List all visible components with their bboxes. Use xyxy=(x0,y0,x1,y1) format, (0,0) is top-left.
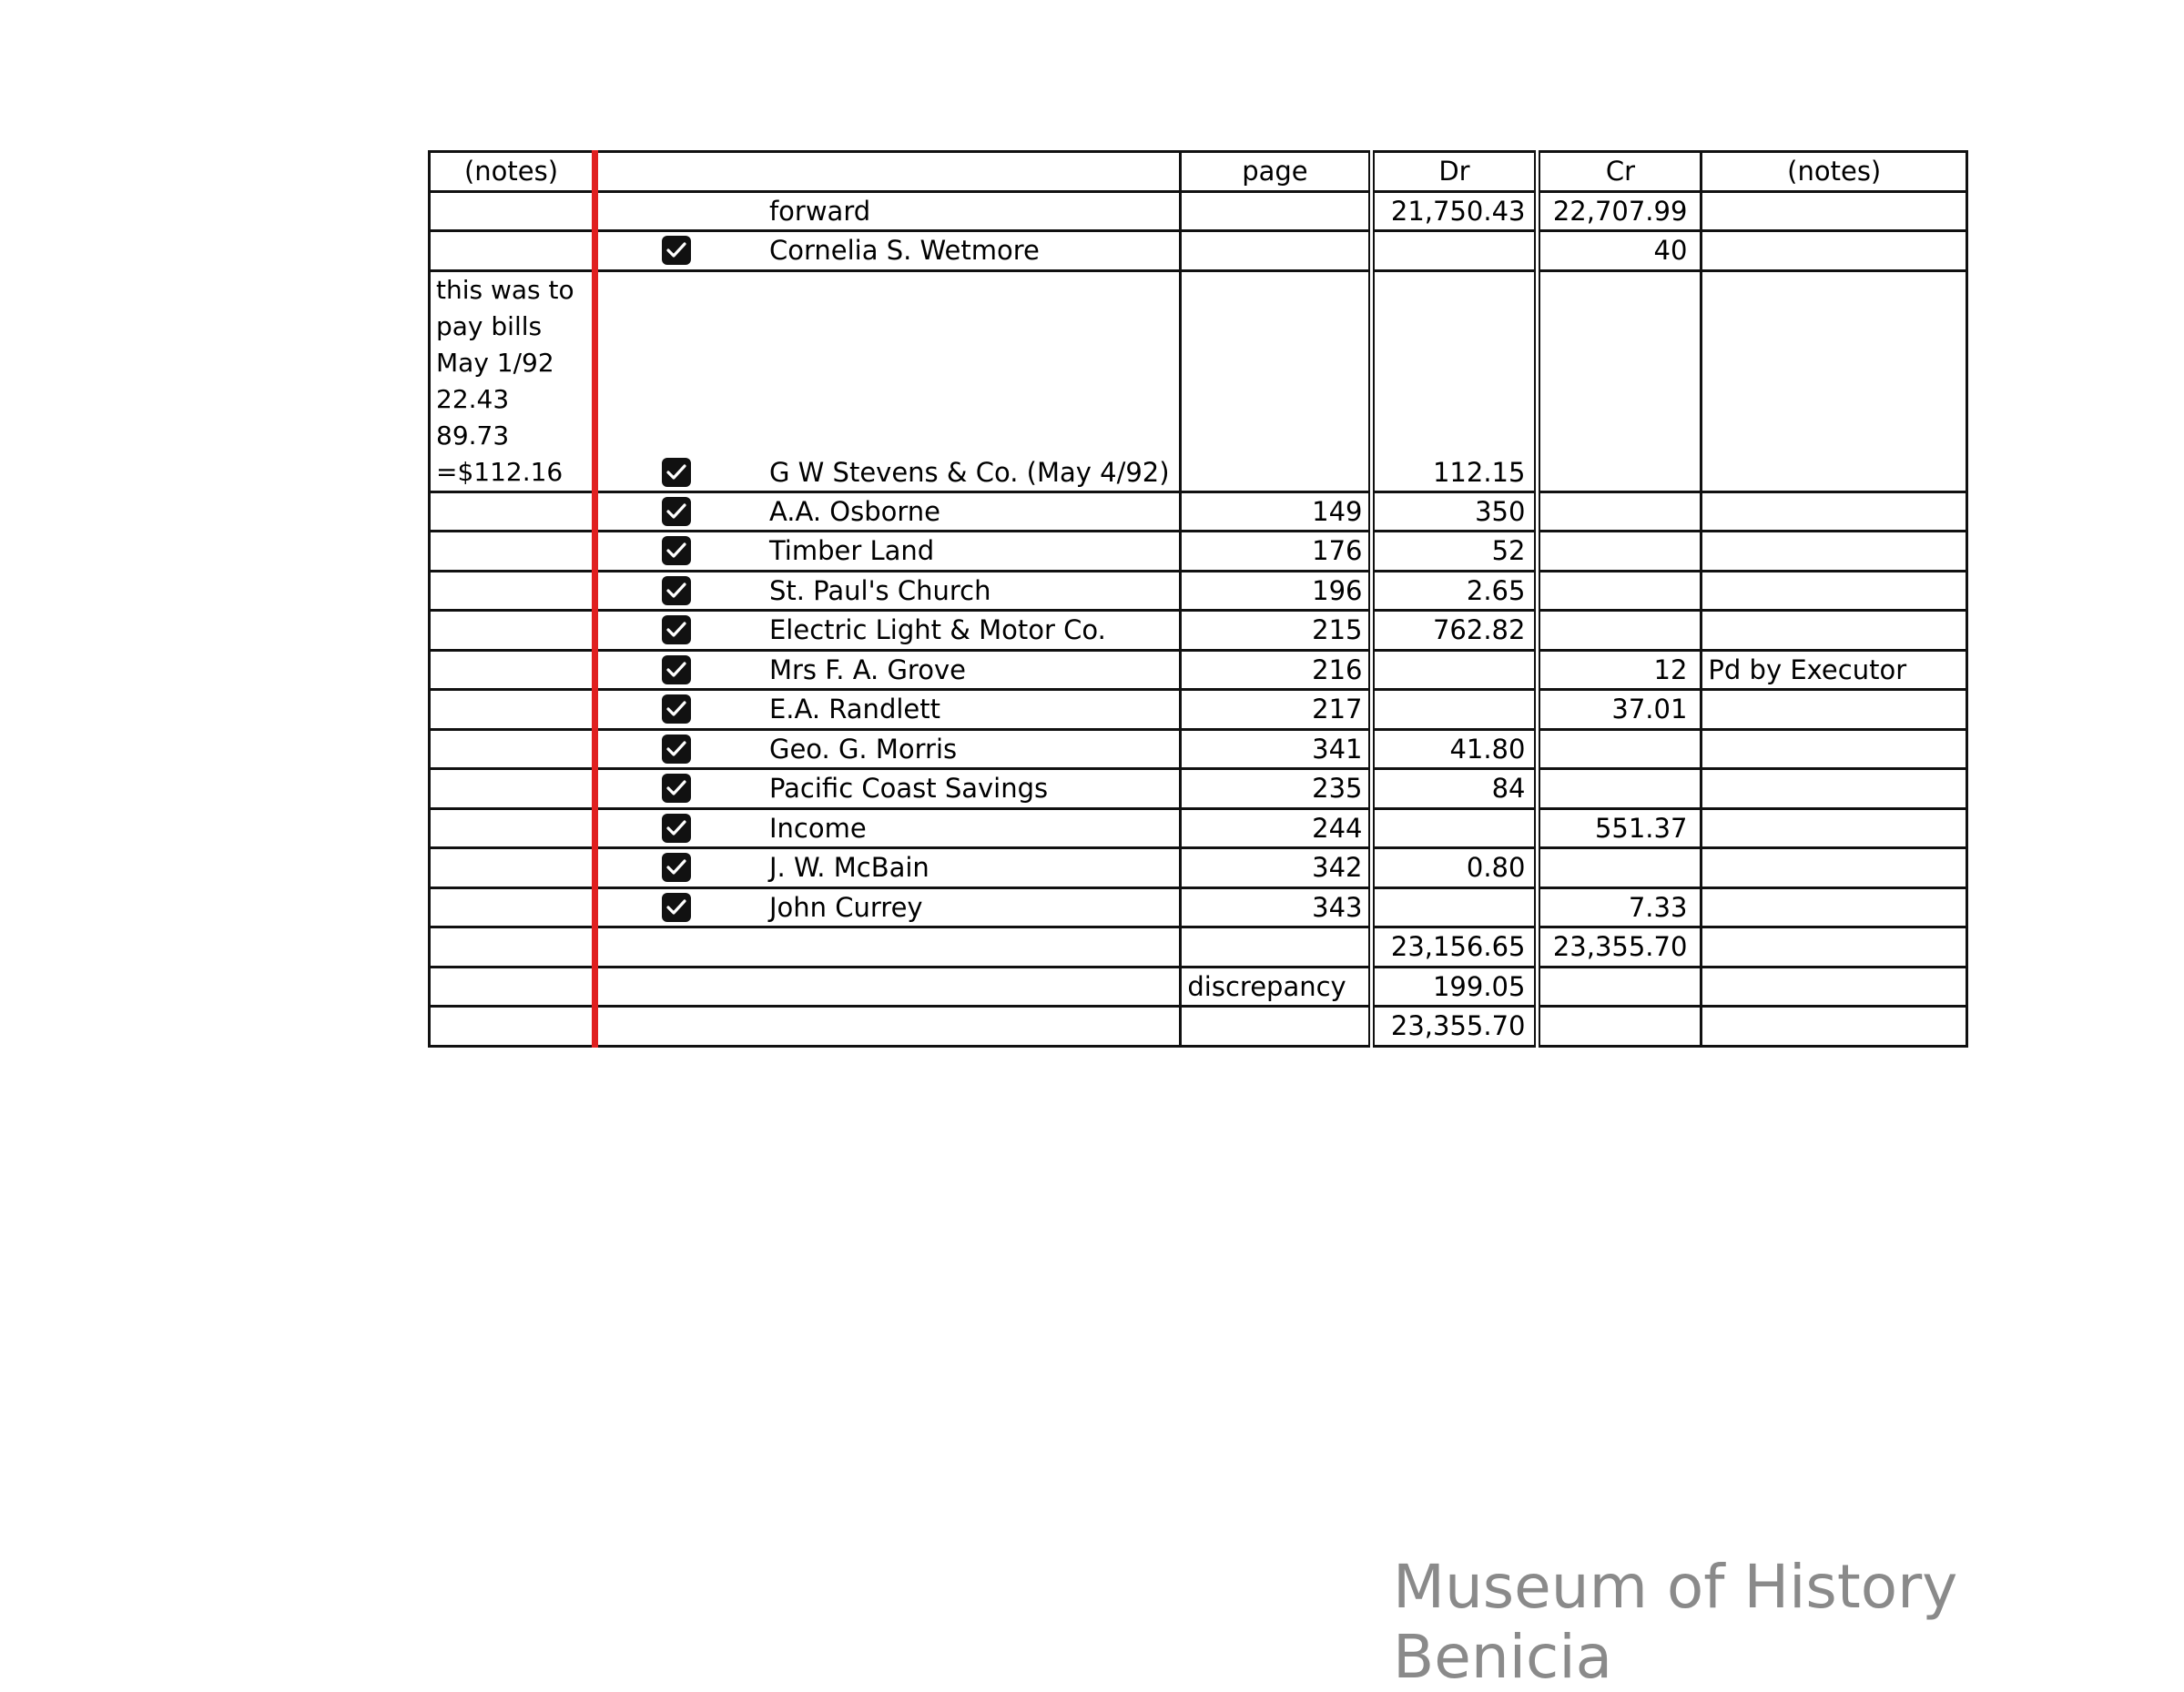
row-page: 196 xyxy=(1181,571,1371,611)
row-label: Cornelia S. Wetmore xyxy=(768,235,1040,267)
header-description xyxy=(594,152,1180,192)
row-note-right xyxy=(1701,808,1967,848)
checkbox-checked-icon[interactable] xyxy=(662,497,691,526)
row-page xyxy=(1181,1007,1371,1047)
row-label: Income xyxy=(768,812,867,844)
row-note-right xyxy=(1701,1007,1967,1047)
row-description xyxy=(594,690,1180,730)
checkbox-checked-icon[interactable] xyxy=(662,814,691,843)
ledger-row xyxy=(430,231,1967,271)
row-dr: 84 xyxy=(1371,769,1538,809)
row-dr: 199.05 xyxy=(1371,967,1538,1007)
row-note-left xyxy=(430,650,595,690)
row-page: 244 xyxy=(1181,808,1371,848)
row-note-left xyxy=(430,1007,595,1047)
row-note-right xyxy=(1701,887,1967,927)
row-note-right xyxy=(1701,927,1967,968)
row-description xyxy=(594,650,1180,690)
checkbox-checked-icon[interactable] xyxy=(662,236,691,265)
row-dr: 23,355.70 xyxy=(1371,1007,1538,1047)
checkbox-checked-icon[interactable] xyxy=(662,735,691,764)
row-note-left xyxy=(430,532,595,572)
row-dr: 350 xyxy=(1371,491,1538,532)
row-label: Mrs F. A. Grove xyxy=(768,653,966,685)
row-note-right xyxy=(1701,270,1967,491)
checkbox-checked-icon[interactable] xyxy=(662,576,691,605)
row-page: 217 xyxy=(1181,690,1371,730)
row-cr: 12 xyxy=(1538,650,1701,690)
row-cr xyxy=(1538,270,1701,491)
row-cr: 551.37 xyxy=(1538,808,1701,848)
header-page: page xyxy=(1181,152,1371,192)
row-cr xyxy=(1538,848,1701,888)
row-note-right xyxy=(1701,769,1967,809)
checkbox-checked-icon[interactable] xyxy=(662,615,691,644)
row-dr xyxy=(1371,808,1538,848)
row-label: Geo. G. Morris xyxy=(768,733,958,765)
ledger-row xyxy=(430,491,1967,532)
row-page: 176 xyxy=(1181,532,1371,572)
row-page xyxy=(1181,191,1371,231)
ledger-row xyxy=(430,532,1967,572)
row-note-right xyxy=(1701,491,1967,532)
header-dr: Dr xyxy=(1371,152,1538,192)
row-cr xyxy=(1538,532,1701,572)
row-note-left xyxy=(430,808,595,848)
row-page: 235 xyxy=(1181,769,1371,809)
row-cr xyxy=(1538,729,1701,769)
row-description xyxy=(594,270,1180,491)
row-label: Pacific Coast Savings xyxy=(768,773,1049,805)
row-description xyxy=(594,571,1180,611)
row-dr xyxy=(1371,690,1538,730)
header-cr: Cr xyxy=(1538,152,1701,192)
ledger-row xyxy=(430,848,1967,888)
row-note-left xyxy=(430,571,595,611)
row-description xyxy=(594,887,1180,927)
row-cr: 37.01 xyxy=(1538,690,1701,730)
row-label: Timber Land xyxy=(768,535,935,567)
header-row xyxy=(430,152,1967,192)
row-description xyxy=(594,491,1180,532)
row-description xyxy=(594,191,1180,231)
row-label: E.A. Randlett xyxy=(768,694,940,725)
row-note-left xyxy=(430,927,595,968)
watermark: Museum of History Benicia xyxy=(1393,1552,1958,1692)
row-note-left xyxy=(430,967,595,1007)
row-cr xyxy=(1538,571,1701,611)
ledger-row xyxy=(430,650,1967,690)
row-page xyxy=(1181,927,1371,968)
ledger-row xyxy=(430,808,1967,848)
row-note-right xyxy=(1701,848,1967,888)
ledger-row xyxy=(430,571,1967,611)
row-label: forward xyxy=(768,195,871,227)
row-note-right xyxy=(1701,571,1967,611)
row-note-left: this was to pay bills May 1/92 22.43 89.73 =$112.16 xyxy=(430,270,595,491)
checkbox-checked-icon[interactable] xyxy=(662,694,691,724)
row-cr xyxy=(1538,1007,1701,1047)
row-page: 149 xyxy=(1181,491,1371,532)
row-note-left xyxy=(430,690,595,730)
row-page: discrepancy xyxy=(1181,967,1371,1007)
row-cr xyxy=(1538,967,1701,1007)
row-page: 342 xyxy=(1181,848,1371,888)
row-dr: 2.65 xyxy=(1371,571,1538,611)
ledger-row xyxy=(430,769,1967,809)
row-description xyxy=(594,532,1180,572)
totals-row xyxy=(430,927,1967,968)
row-description xyxy=(594,231,1180,271)
ledger-row xyxy=(430,270,1967,491)
ledger-table xyxy=(428,150,1968,1048)
final-total-row xyxy=(430,1007,1967,1047)
row-page: 215 xyxy=(1181,611,1371,651)
row-dr: 41.80 xyxy=(1371,729,1538,769)
row-note-right xyxy=(1701,611,1967,651)
row-description xyxy=(594,808,1180,848)
row-cr: 7.33 xyxy=(1538,887,1701,927)
ledger-row xyxy=(430,729,1967,769)
row-page: 341 xyxy=(1181,729,1371,769)
row-note-left xyxy=(430,848,595,888)
row-dr xyxy=(1371,231,1538,271)
row-cr: 40 xyxy=(1538,231,1701,271)
row-dr: 21,750.43 xyxy=(1371,191,1538,231)
row-cr: 23,355.70 xyxy=(1538,927,1701,968)
row-note-left xyxy=(430,887,595,927)
ledger-row xyxy=(430,887,1967,927)
header-notes-right: (notes) xyxy=(1701,152,1967,192)
row-note-right xyxy=(1701,690,1967,730)
row-note-left xyxy=(430,769,595,809)
row-page xyxy=(1181,270,1371,491)
ledger-row xyxy=(430,611,1967,651)
row-label: A.A. Osborne xyxy=(768,495,941,527)
row-label: G W Stevens & Co. (May 4/92) xyxy=(768,456,1170,488)
row-description xyxy=(594,611,1180,651)
row-cr xyxy=(1538,611,1701,651)
row-note-right: Pd by Executor xyxy=(1701,650,1967,690)
row-page xyxy=(1181,231,1371,271)
row-page: 216 xyxy=(1181,650,1371,690)
row-cr xyxy=(1538,769,1701,809)
row-note-right xyxy=(1701,191,1967,231)
row-dr xyxy=(1371,650,1538,690)
row-description xyxy=(594,927,1180,968)
row-dr: 23,156.65 xyxy=(1371,927,1538,968)
header-notes-left: (notes) xyxy=(430,152,595,192)
checkbox-checked-icon[interactable] xyxy=(662,774,691,803)
row-dr: 52 xyxy=(1371,532,1538,572)
row-description xyxy=(594,769,1180,809)
row-note-right xyxy=(1701,967,1967,1007)
discrepancy-row xyxy=(430,967,1967,1007)
checkbox-checked-icon[interactable] xyxy=(662,536,691,565)
row-label: J. W. McBain xyxy=(768,852,929,884)
row-note-left xyxy=(430,231,595,271)
row-description xyxy=(594,848,1180,888)
checkbox-checked-icon[interactable] xyxy=(662,853,691,882)
checkbox-checked-icon[interactable] xyxy=(662,893,691,922)
row-dr: 762.82 xyxy=(1371,611,1538,651)
row-label: Electric Light & Motor Co. xyxy=(768,614,1106,646)
row-cr: 22,707.99 xyxy=(1538,191,1701,231)
row-note-left xyxy=(430,191,595,231)
row-label: John Currey xyxy=(768,891,923,923)
checkbox-checked-icon[interactable] xyxy=(662,655,691,684)
row-description xyxy=(594,729,1180,769)
row-description xyxy=(594,967,1180,1007)
ledger-row xyxy=(430,191,1967,231)
ledger-row xyxy=(430,690,1967,730)
row-cr xyxy=(1538,491,1701,532)
row-dr: 112.15 xyxy=(1371,270,1538,491)
row-note-right xyxy=(1701,729,1967,769)
row-note-left xyxy=(430,729,595,769)
row-dr: 0.80 xyxy=(1371,848,1538,888)
row-page: 343 xyxy=(1181,887,1371,927)
row-dr xyxy=(1371,887,1538,927)
row-description xyxy=(594,1007,1180,1047)
checkbox-checked-icon[interactable] xyxy=(662,458,691,487)
row-note-right xyxy=(1701,532,1967,572)
row-label: St. Paul's Church xyxy=(768,574,991,606)
row-note-left xyxy=(430,611,595,651)
row-note-right xyxy=(1701,231,1967,271)
row-note-left xyxy=(430,491,595,532)
